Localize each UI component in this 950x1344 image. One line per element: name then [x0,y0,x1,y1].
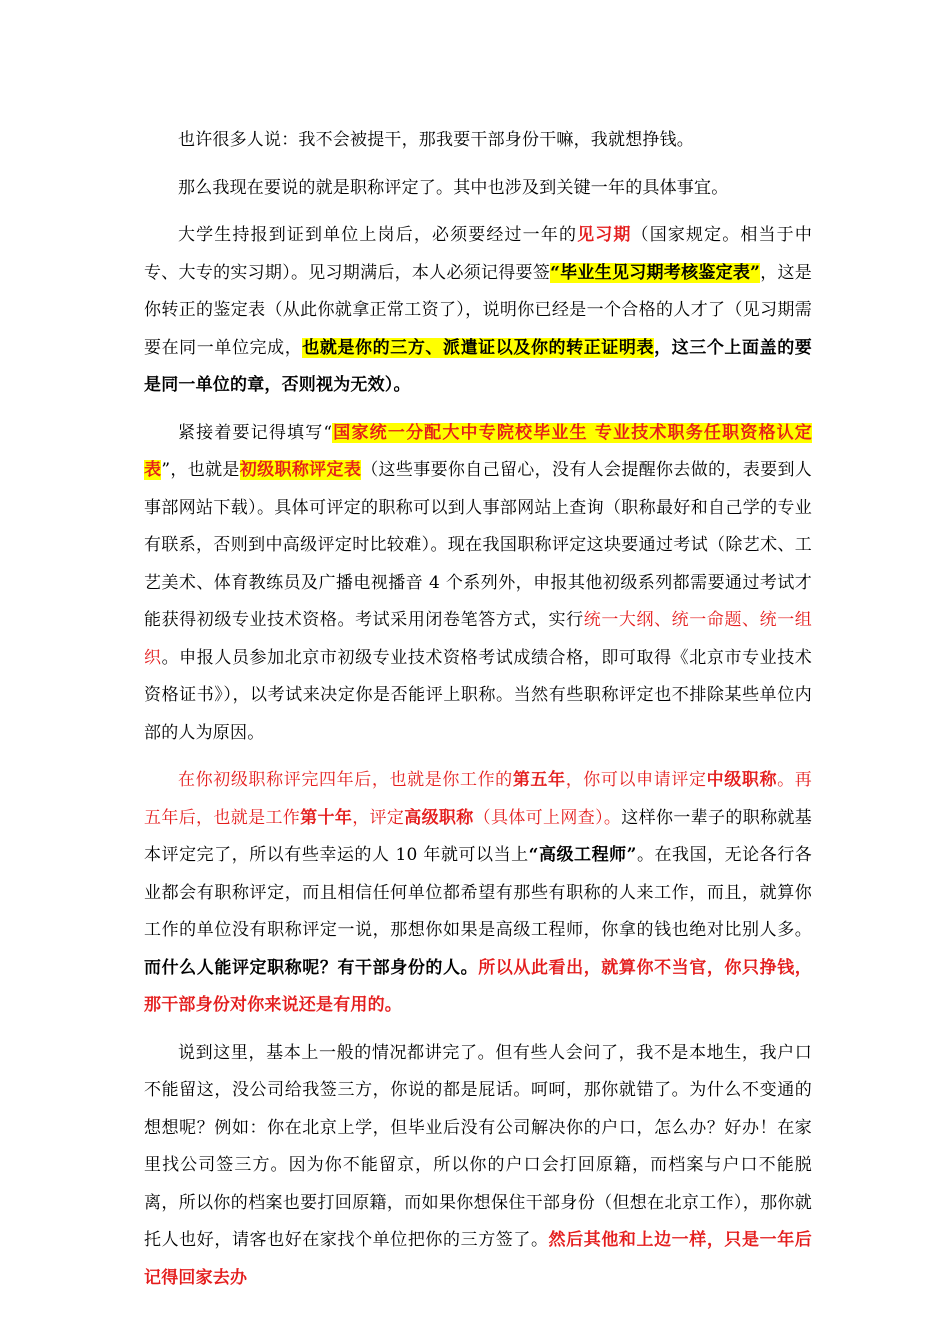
red-bold-term: 见习期 [577,225,632,245]
paragraph-2 [144,170,812,208]
paragraph-1 [144,122,812,160]
paragraph-6 [144,1035,812,1298]
red-text: （具体可上网查）。 [473,807,622,828]
text-run: 。在我国，无论各行各业都会有职称评定，而且相信任何单位都希望有那些有职称的人来工作，而且，就算你工作的单位没有职称评定一说，那想你如果是高级工程师，你拿的钱也绝对比别人多。 [144,845,812,940]
red-text: ，评定 [352,807,405,828]
red-text: ，你可以申请评定 [565,770,707,790]
text-run: 这样你一辈子的职称就基本评定完了，所以有些幸运的人 10 年就可以当上 [144,807,812,865]
red-text: 在你初级职称评完四年后，也就是你工作的 [178,770,513,790]
text-run: 说到这里，基本上一般的情况都讲完了。但有些人会问了，我不是本地生，我户口不能留这，没公司给我签三方，你说的都是屁话。呵呵，那你就错了。为什么不变通的想想呢？例如：你在北京上学，但毕业后没有公司解决你的户口，怎么办？好办！在家里找公司签三方。因为你不能留京，所以你的户口会打回原籍，而档案与户口不能脱离，所以你的档案也要打回原籍，而如果你想保住干部身份（但想在北京工作），那你就托人也好，请客也好在家找个单位把你的三方签了。 [144,1042,812,1250]
highlighted-text: 也就是你的三方、派遣证以及你的转正证明表 [302,337,655,358]
red-text: 。再五年后，也就是工作 [144,770,812,828]
red-bold-text: 然后其他和上边一样，只是一年后记得回家去办 [144,1230,812,1288]
bold-text: “高级工程师” [528,845,637,865]
red-bold-term: 高级职称 [404,807,474,828]
text-run: 那么我现在要说的就是职称评定了。其中也涉及到关键一年的具体事宜。 [178,177,729,198]
text-run: （国家规定。相当于中专、大专的实习期）。见习期满后，本人必须记得要签 [144,225,813,283]
red-bold-term: 第五年 [512,770,566,790]
document-body [144,122,812,1307]
text-run: （这些事要你自己留心，没有人会提醒你去做的，表要到人事部网站下载）。具体可评定的职称可以到人事部网站上查询（职称最好和自己学的专业有联系，否则到中高级评定时比较难）。现在我国职称评定这块要通过考试（除艺术、工艺美术、体育教练员及广播电视播音 4 个系列外，申报其他初级系列都需要通过考试才能获得初级专业技术资格。考试采用闭卷笔答方式，实行 [144,460,813,630]
text-run: 。申报人员参加北京市初级专业技术资格考试成绩合格，即可取得《北京市专业技术资格证书》），以考试来决定你是否能评上职称。当然有些职称评定也不排除某些单位内部的人为原因。 [144,647,812,743]
text-run: ，这是你转正的鉴定表（从此你就拿正常工资了），说明你已经是一个合格的人才了（见习期需要在同一单位完成， [144,262,812,358]
red-bold-text: 所以从此看出，就算你不当官，你只挣钱，那干部身份对你来说还是有用的。 [144,957,812,1015]
paragraph-3 [144,217,812,405]
bold-text: 而什么人能评定职称呢？有干部身份的人。 [144,957,479,978]
highlighted-form-name: 国家统一分配大中专院校毕业生 专业技术职务任职资格认定表 [144,422,812,480]
highlighted-form-name: 初级职称评定表 [239,460,362,480]
text-run: 也许很多人说：我不会被提干，那我要干部身份干嘛，我就想挣钱。 [178,130,694,150]
highlighted-form-name: “毕业生见习期考核鉴定表” [550,262,761,283]
red-text: 统一大纲、统一命题、统一组织 [144,610,813,668]
bold-text: ，这三个上面盖的要是同一单位的章，否则视为无效）。 [144,337,812,395]
paragraph-5 [144,762,812,1025]
paragraph-4 [144,415,812,753]
text-run: 紧接着要记得填写“ [178,422,333,443]
red-bold-term: 第十年 [300,807,353,828]
text-run: ”，也就是 [161,460,240,480]
text-run: 大学生持报到证到单位上岗后，必须要经过一年的 [178,225,578,245]
red-bold-term: 中级职称 [706,770,778,790]
